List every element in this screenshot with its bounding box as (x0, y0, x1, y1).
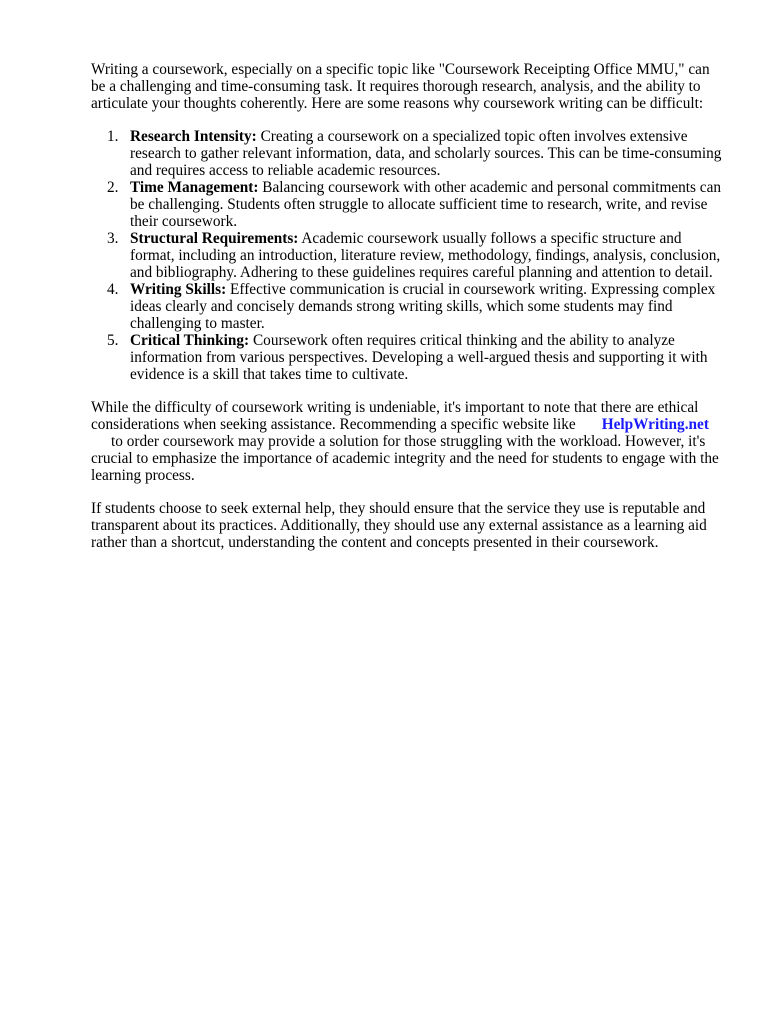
list-number: 2. (107, 179, 119, 196)
list-number: 1. (107, 128, 119, 145)
list-number: 4. (107, 281, 119, 298)
advice-paragraph: If students choose to seek external help, they should ensure that the service they use is reputable and transparent about its practices. Additionally, they should use any external assistance as a learning aid rather than a shortcut, understanding the content and concepts presented in their coursework. (91, 500, 707, 551)
ethics-paragraph (91, 399, 727, 484)
reason-title: Structural Requirements: (130, 230, 299, 247)
list-item (91, 332, 727, 383)
helpwriting-link[interactable]: HelpWriting.net (601, 416, 709, 433)
reason-text: Effective communication is crucial in coursework writing. Expressing complex ideas clearly and concisely demands strong writing skills, which some students may find challenging to master. (130, 281, 716, 332)
reason-title: Time Management: (130, 179, 259, 196)
reason-title: Writing Skills: (130, 281, 227, 298)
document-page (91, 61, 727, 567)
reason-text: Creating a coursework on a specialized topic often involves extensive research to gather relevant information, data, and scholarly sources. This can be time-consuming and requires access to reliable academic resources. (130, 128, 722, 179)
list-item (91, 281, 727, 332)
reason-title: Critical Thinking: (130, 332, 250, 349)
ethics-text-after: to order coursework may provide a solution for those struggling with the workload. However, it's crucial to emphasize the importance of academic integrity and the need for students to engage with the learning process. (91, 433, 719, 484)
reason-title: Research Intensity: (130, 128, 257, 145)
reason-text: Balancing coursework with other academic and personal commitments can be challenging. Students often struggle to allocate sufficient time to research, write, and revise their coursework. (130, 179, 722, 230)
list-number: 3. (107, 230, 119, 247)
intro-paragraph: Writing a coursework, especially on a specific topic like "Coursework Receipting Office MMU," can be a challenging and time-consuming task. It requires thorough research, analysis, and the ability to articulate your thoughts coherently. Here are some reasons why coursework writing can be difficult: (91, 61, 710, 112)
list-item (91, 230, 727, 281)
list-item (91, 179, 727, 230)
reason-text: Coursework often requires critical thinking and the ability to analyze information from various perspectives. Developing a well-argued thesis and supporting it with evidence is a skill that takes time to cultivate. (130, 332, 708, 383)
ethics-text-before: While the difficulty of coursework writing is undeniable, it's important to note that there are ethical considerations when seeking assistance. Recommending a specific website like (91, 399, 699, 433)
list-number: 5. (107, 332, 119, 349)
reason-text: Academic coursework usually follows a specific structure and format, including an introduction, literature review, methodology, findings, analysis, conclusion, and bibliography. Adhering to these guidelines requires careful planning and attention to detail. (130, 230, 721, 281)
list-item (91, 128, 727, 179)
reasons-list (91, 128, 727, 383)
